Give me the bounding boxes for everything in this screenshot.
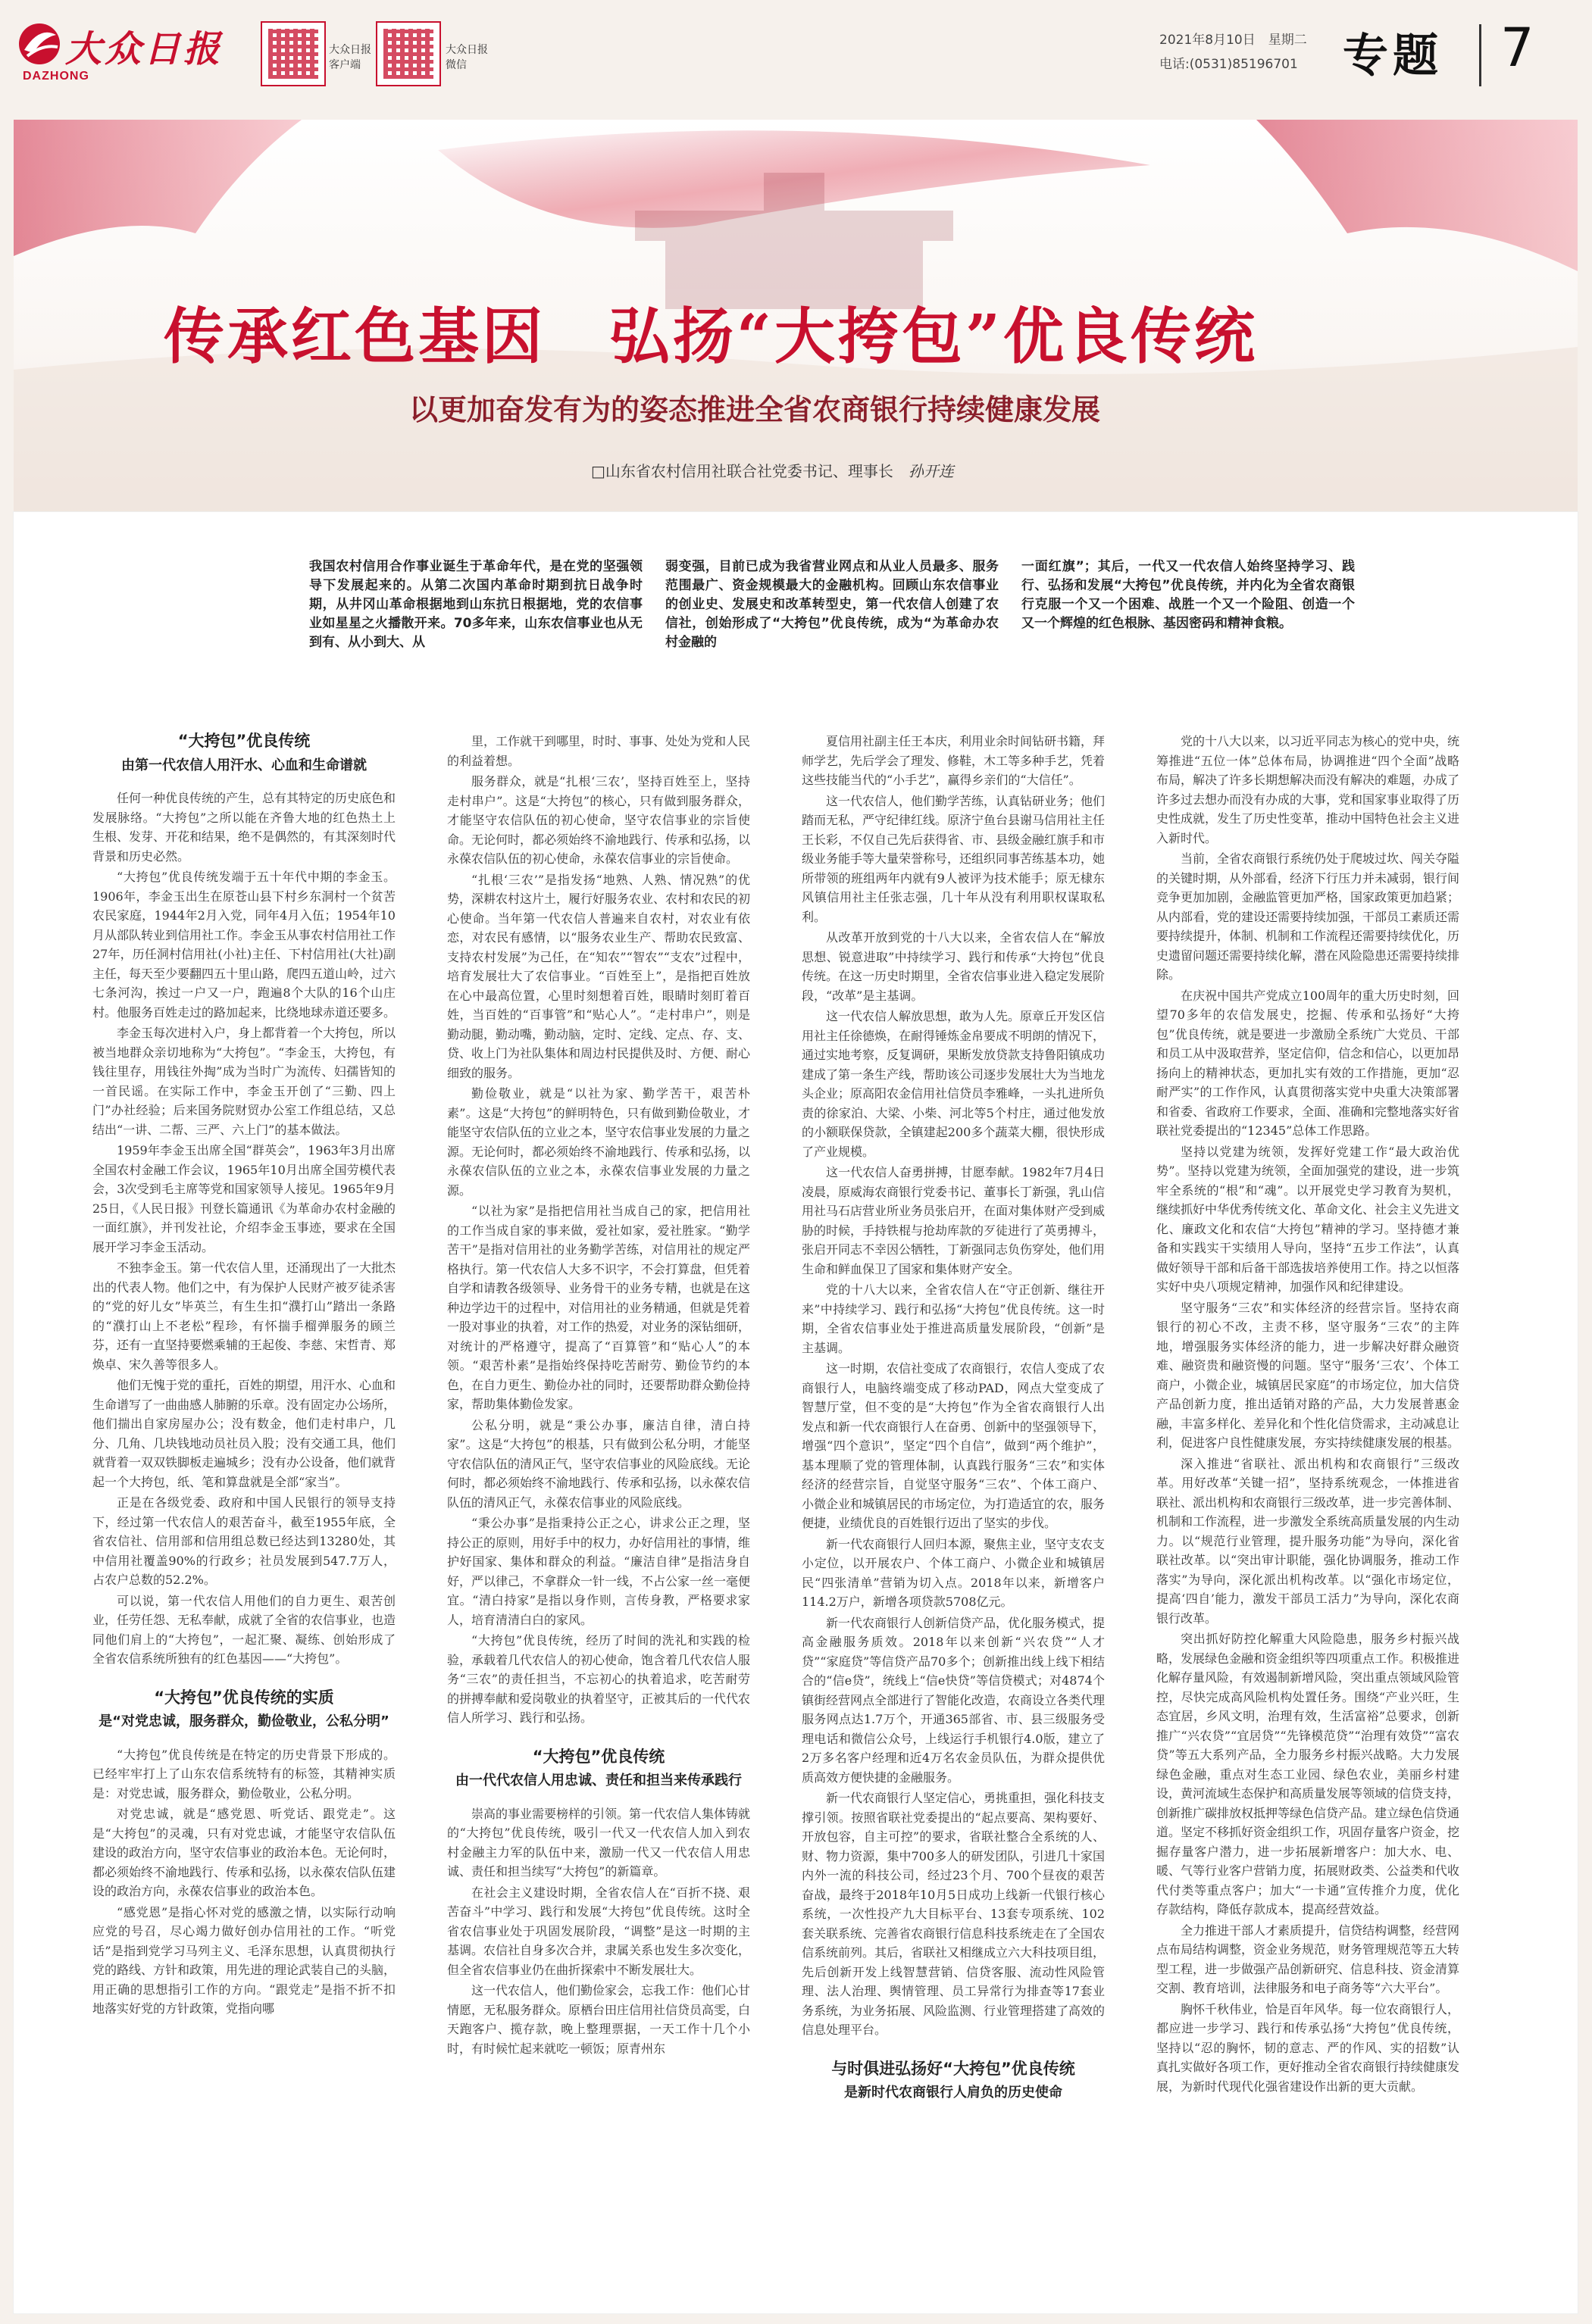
body-paragraph: 对党忠诚，就是“感党恩、听党话、跟党走”。这是“大挎包”的灵魂，只有对党忠诚，才能坚守农信队伍建设的政治方向，坚守农信事业的政治本色。无论何时，都必须始终不渝地践行、传承和弘扬，以永葆农信队伍建设的政治方向，永葆农信事业的政治本色。 [92, 1807, 396, 1898]
section-name: 专题 [1343, 30, 1443, 83]
app-qr-code-icon[interactable] [261, 21, 326, 86]
section-heading: “大挎包”优良传统的实质 [154, 1688, 334, 1707]
body-paragraph: 不独李金玉。第一代农信人里，还涌现出了一大批杰出的代表人物。他们之中，有为保护人民财产被歹徒杀害的“党的好儿女”毕英兰，有生生扣“濮打山”踏出一条路的“濮打山上不老松”程珍，有怀揣手榴弹服务的顾兰芬，还有一直坚持要燃乘辅的王起俊、李慈、宋哲青、郑焕卓、宋久善等很多人。 [92, 1260, 396, 1372]
body-paragraph: 李金玉每次进村入户，身上都背着一个大挎包，所以被当地群众亲切地称为“大挎包”。“李金玉，大挎包，有钱往里存，用钱往外掏”成为当时广为流传、妇孺皆知的一首民谣。在实际工作中，李金玉开创了“三勤、四上门”办社经验；后来国务院财贸办公室工作组总结，又总结出“一讲、二帮、三严、六上门”的基本做法。 [92, 1026, 396, 1137]
body-paragraph: 1959年李金玉出席全国“群英会”，1963年3月出席全国农村金融工作会议，1965年10月出席全国劳模代表会，3次受到毛主席等党和国家领导人接见。1965年9月25日，《人民日报》刊登长篇通讯《为革命办农村金融的一面红旗》，并刊发社论，介绍李金玉事迹，要求在全国展开学习李金玉活动。 [92, 1143, 396, 1254]
body-paragraph: 他们无愧于党的重托，百姓的期望，用汗水、心血和生命谱写了一曲曲感人肺腑的乐章。没有固定办公场所，他们揣出自家房屋办公；没有数金，他们走村串户，几分、几角、几块钱地动员社员入股；没有交通工具，他们就背着一双双铁脚板走遍城乡；没有办公设备，他们就背起一个大挎包，纸、笔和算盘就是全部“家当”。 [92, 1378, 396, 1489]
article-column [92, 732, 396, 2307]
lead-paragraph: 一面红旗”；其后，一代又一代农信人始终坚持学习、践行、弘扬和发展“大挎包”优良传统，并内化为全省农商银行克服一个又一个困难、战胜一个又一个险阻、创造一个又一个辉煌的红色根脉、基因密码和精神食粮。 [1021, 559, 1355, 631]
body-paragraph: 胸怀千秋伟业，恰是百年风华。每一位农商银行人，都应进一步学习、践行和传承弘扬“大挎包”优良传统，坚持以“忍的胸怀，韧的意志、严的作风、实的招数”认真扎实做好各项工作，更好推动全省农商银行持续健康发展，为新时代现代化强省建设作出新的更大贡献。 [1156, 2001, 1459, 2094]
body-paragraph: “以社为家”是指把信用社当成自己的家，把信用社的工作当成自家的事来做，爱社如家，爱社胜家。“勤学苦干”是指对信用社的业务勤学苦练，对信用社的规定严格执行。第一代农信人大多不识字，不会打算盘，但凭着自学和请教各级领导、业务骨干的业务专精，也就是在这种边学边干的过程中，对信用社的业务精通，但就是凭着一股对事业的执着，对工作的热爱，对业务的深钻细研，对统计的严格遵守，提高了“百算管”和“贴心人”的本领。“艰苦朴素”是指始终保持吃苦耐劳、勤俭节约的本色，在自力更生、勤俭办社的同时，还要帮助群众勤俭持家，帮助集体勤俭发家。 [447, 1204, 750, 1411]
article-column [447, 732, 750, 2307]
section-subheading: 是新时代农商银行人肩负的历史使命 [844, 2085, 1062, 2101]
body-paragraph: “感党恩”是指心怀对党的感激之情，以实际行动响应党的号召，尽心竭力做好创办信用社的工作。“听党话”是指到党学习马列主义、毛泽东思想，认真贯彻执行党的路线、方针和政策，用先进的理论武装自己的头脑，用正确的思想指引工作的方向。“跟党走”是指不折不扣地落实好党的方针政策，党指向哪 [92, 1904, 396, 2016]
body-paragraph: 这一代农信人奋勇拼搏，甘愿奉献。1982年7月4日凌晨，原威海农商银行党委书记、董事长丁新强，乳山信用社马石店营业所业务员张启开，在面对集体财产受到威胁的时候，手持铁棍与抢劫库款的歹徒进行了英勇搏斗，张启开同志不幸因公牺牲，丁新强同志负伤穿处，他们用生命和鲜血保卫了国家和集体财产安全。 [802, 1165, 1105, 1276]
body-paragraph: 这一代农信人解放思想，敢为人先。原章丘开发区信用社主任徐德焕，在耐得锤炼金帛要成不明朗的情况下，通过实地考察，反复调研，果断发放贷款支持鲁阳镇成功建成了第一条生产线，帮助该公司逐步发展壮大为当地龙头企业；原高阳农金信用社信贷员李雅峰，一头扎进所负责的徐家泊、大梁、小柴、河北等5个村庄，通过他发放的小额联保贷款，全镇建起200多个蔬菜大棚，很快形成了产业规模。 [802, 1009, 1105, 1159]
article-column [1156, 732, 1459, 2307]
body-paragraph: 可以说，第一代农信人用他们的自力更生、艰苦创业，任劳任怨、无私奉献，成就了全省的农信事业，也造同他们肩上的“大挎包”，一起汇聚、凝练、创始形成了全省农信系统所独有的红色基因——“大挎包”。 [92, 1593, 396, 1666]
article-byline: □山东省农村信用社联合社党委书记、理事长 孙开连 [591, 462, 954, 480]
body-paragraph: 崇高的事业需要榜样的引领。第一代农信人集体铸就的“大挎包”优良传统，吸引一代又一代农信人加入到农村金融主力军的队伍中来，激励一代又一代农信人用忠诚、责任和担当续写“大挎包”的新篇章。 [447, 1806, 750, 1879]
body-paragraph: 从改革开放到党的十八大以来，全省农信人在“解放思想、锐意进取”中持续学习、践行和传承“大挎包”优良传统。在这一历史时期里，全省农信事业进入稳定发展阶段，“改革”是主基调。 [802, 930, 1105, 1003]
body-paragraph: 这一代农信人，他们勤俭家会，忘我工作：他们心甘情愿，无私服务群众。原栖台田庄信用社信贷员高雯，白天跑客户、揽存款，晚上整理票据，一天工作十几个小时，有时候忙起来就吃一顿饭；原青州东 [447, 1983, 750, 2056]
body-paragraph: 坚持以党建为统领，发挥好党建工作“最大政治优势”。坚持以党建为统领，全面加强党的建设，进一步筑牢全系统的“根”和“魂”。以开展党史学习教育为契机，继续抓好中华优秀传统文化、革命文化、社会主义先进文化、廉政文化和农信“大挎包”精神的学习。坚持德才兼备和实践实干实绩用人导向，坚持“五步工作法”，认真做好领导干部和后备干部选拔培养使用工作。持之以恒落实好中央八项规定精神，加强作风和纪律建设。 [1156, 1144, 1459, 1294]
body-paragraph: 在社会主义建设时期，全省农信人在“百折不挠、艰苦奋斗”中学习、践行和发展“大挎包”优良传统。这时全省农信事业处于巩固发展阶段，“调整”是这一时期的主基调。农信社自身多次合并，隶属关系也发生多次变化，但全省农信事业仍在曲折探索中不断发展壮大。 [447, 1885, 750, 1977]
section-subheading: 由第一代农信人用汗水、心血和生命谱就 [121, 757, 367, 773]
body-paragraph: 新一代农商银行人回归本源，聚焦主业，坚守支农支小定位，以开展农户、个体工商户、小微企业和城镇居民“四张清单”营销为切入点。2018年以来，新增客户114.2万户，新增各项贷款5708亿元。 [802, 1536, 1105, 1609]
body-paragraph: 在庆祝中国共产党成立100周年的重大历史时刻，回望70多年的农信发展史，挖掘、传承和弘扬好“大挎包”优良传统，就是要进一步激励全系统广大党员、干部和员工从中汲取营养，坚定信仰，信念和信心，以更加昂扬向上的精神状态，更加扎实有效的工作措施，更加“忍耐严实”的工作作风，认真贯彻落实党中央重大决策部署和省委、省政府工作要求，全面、准确和完整地落实好省联社党委提出的“12345”总体工作思路。 [1156, 988, 1459, 1138]
body-paragraph: 公私分明，就是“秉公办事，廉洁自律，清白持家”。这是“大挎包”的根基，只有做到公私分明，才能坚守农信队伍的清风正气，坚守农信事业的风险底线。无论何时，都必须始终不渝地践行、传承和弘扬，以永葆农信队伍的清风正气，永葆农信事业的风险底线。 [447, 1417, 750, 1510]
body-paragraph: 这一时期，农信社变成了农商银行，农信人变成了农商银行人，电脑终端变成了移动PAD，网点大堂变成了智慧厅堂，但不变的是“大挎包”作为全省农商银行人出发点和新一代农商银行人在奋勇、创新中的坚强领导下，增强“四个意识”，坚定“四个自信”，做到“两个维护”，基本理顺了党的管理体制，认真践行服务“三农”和实体经济的经营宗旨，自觉坚守服务“三农”、个体工商户、小微企业和城镇居民的市场定位，为打造适宜的农，服务便捷，业绩优良的百姓银行迈出了坚实的步伐。 [802, 1361, 1105, 1530]
newspaper-logo-text: 大众日报 [65, 28, 224, 70]
newspaper-logo-subtitle: DAZHONG [23, 70, 89, 83]
section-subheading: 是“对党忠诚，服务群众，勤俭敬业，公私分明” [99, 1713, 389, 1729]
contact-phone: 电话:(0531)85196701 [1159, 57, 1298, 72]
body-paragraph: “大挎包”优良传统，经历了时间的洗礼和实践的检验，承载着几代农信人的初心使命，饱含着几代农信人服务“三农”的责任担当，不忘初心的执着追求，吃苦耐劳的拼搏奉献和爱岗敬业的执着坚守，正被其后的一代代农信人所学习、践行和弘扬。 [447, 1633, 750, 1725]
body-paragraph: 服务群众，就是“扎根‘三农’，坚持百姓至上，坚持走村串户”。这是“大挎包”的核心，只有做到服务群众，才能坚守农信队伍的初心使命，坚守农信事业的宗旨使命。无论何时，都必须始终不渝地践行、传承和弘扬，以永葆农信队伍的初心使命，永葆农信事业的宗旨使命。 [447, 774, 750, 866]
body-paragraph: 党的十八大以来，以习近平同志为核心的党中央，统筹推进“五位一体”总体布局，协调推进“四个全面”战略布局，解决了许多长期想解决而没有解决的难题，办成了许多过去想办而没有办成的大事，党和国家事业取得了历史性成就，发生了历史性变革，推动中国特色社会主义进入新时代。 [1156, 734, 1459, 845]
body-paragraph: “扎根‘三农’”是指发扬“地熟、人熟、情况熟”的优势，深耕农村这片土，履行好服务农业、农村和农民的初心使命。当年第一代农信人普遍来自农村，对农业有依恋，对农民有感情，以“服务农业生产、帮助农民致富、支持农村发展”为己任，在“知农”“智农”“支农”过程中，培育发展壮大了农信事业。“百姓至上”，是指把百姓放在心中最高位置，心里时刻想着百姓，眼睛时刻盯着百姓，当百姓的“百事管”和“贴心人”。“走村串户”，则是勤动腿，勤动嘴，勤动脑，定时、定线、定点、存、支、贷、收上门为社队集体和周边村民提供及时、方便、耐心细致的服务。 [447, 872, 750, 1080]
body-paragraph: 新一代农商银行人创新信贷产品，优化服务模式，提高金融服务质效。2018年以来创新“兴农贷”“人才贷”“家庭贷”等信贷产品70多个；创新推出线上线下相结合的“信e贷”，统线上“信e快贷”等信贷模式；对4874个镇街经营网点全部进行了智能化改造，农商设立各类代理服务网点达1.7万个，开通365部省、市、县三级服务受理电话和微信公众号，上线运行手机银行4.0版，建立了2万多名客户经理和近4万名农金员队伍，为群众提供优质高效方便快捷的金融服务。 [802, 1615, 1105, 1785]
masthead [0, 0, 1592, 102]
page-number: 7 [1500, 17, 1534, 79]
body-paragraph: 深入推进“省联社、派出机构和农商银行”三级改革。用好改革“关键一招”，坚持系统观念，一体推进省联社、派出机构和农商银行三级改革，进一步完善体制、机制和工作流程，进一步激发全系统高质量发展的内生动力。以“规范行业管理，提升服务功能”为导向，深化省联社改革。以“突出审计职能，强化协调服务，推动工作落实”为导向，深化派出机构改革。以“强化市场定位，提高‘四自’能力，激发干部员工活力”为导向，深化农商银行改革。 [1156, 1456, 1459, 1626]
lead-paragraph: 弱变强，目前已成为我省营业网点和从业人员最多、服务范围最广、资金规模最大的金融机构。回顾山东农信事业的创业史、发展史和改革转型史，第一代农信人创建了农信社，创始形成了“大挎包”优良传统，成为“为革命办农村金融的 [665, 559, 999, 650]
body-paragraph: 坚守服务“三农”和实体经济的经营宗旨。坚持农商银行的初心不改，主责不移，坚守服务“三农”的主阵地，增强服务实体经济的能力，进一步解决好群众融资难、融资贵和融资慢的问题。坚守“服务‘三农’、个体工商户，小微企业，城镇居民家庭”的市场定位，加大信贷产品创新力度，推出适销对路的产品，大力发展普惠金融，丰富多样化、差异化和个性化信贷需求，主动减息让利，促进客户良性健康发展，夯实持续健康发展的根基。 [1156, 1300, 1459, 1450]
article-lead [309, 558, 1370, 671]
author-signature: 孙开连 [908, 462, 954, 480]
section-heading: “大挎包”优良传统 [532, 1747, 665, 1766]
lead-paragraph: 我国农村信用合作事业诞生于革命年代，是在党的坚强领导下发展起来的。从第二次国内革命时期到抗日战争时期，从井冈山革命根据地到山东抗日根据地，党的农信事业如星星之火播散开来。70多年来，山东农信事业也从无到有、从小到大、从 [309, 559, 643, 650]
section-subheading: 由一代代农信人用忠诚、责任和担当来传承践行 [455, 1773, 742, 1788]
app-qr-label: 大众日报 客户端 [329, 44, 371, 71]
section-heading: 与时俱进弘扬好“大挎包”优良传统 [831, 2059, 1075, 2078]
body-paragraph: 党的十八大以来，全省农信人在“守正创新、继往开来”中持续学习、践行和弘扬“大挎包”优良传统。这一时期，全省农信事业处于推进高质量发展阶段，“创新”是主基调。 [802, 1282, 1105, 1355]
body-paragraph: 勤俭敬业，就是“以社为家、勤学苦干，艰苦朴素”。这是“大挎包”的鲜明特色，只有做到勤俭敬业，才能坚守农信队伍的立业之本，坚守农信事业发展的力量之源。无论何时，都必须始终不渝地践行、传承和弘扬，以永葆农信队伍的立业之本，永葆农信事业发展的力量之源。 [447, 1086, 750, 1198]
body-paragraph: 里，工作就干到哪里，时时、事事、处处为党和人民的利益着想。 [447, 734, 750, 768]
page-number-divider [1479, 24, 1481, 86]
article-body [14, 512, 1578, 2313]
article-headline: 传承红色基因 弘扬“大挎包”优良传统 [164, 301, 1259, 372]
body-paragraph: “大挎包”优良传统是在特定的历史背景下形成的。已经牢牢打上了山东农信系统特有的标签，其精神实质是：对党忠诚，服务群众，勤俭敬业，公私分明。 [92, 1747, 396, 1801]
body-paragraph: 夏信用社副主任王本庆，利用业余时间钻研书籍，拜师学艺，先后学会了理发、修鞋，木工等多种手艺，凭着这些技能当代的“小手艺”，赢得乡亲们的“大信任”。 [802, 734, 1105, 787]
body-paragraph: “秉公办事”是指秉持公正之心，讲求公正之理，坚持公正的原则，用好手中的权力，办好信用社的事情，维护好国家、集体和群众的利益。“廉洁自律”是指洁身自好，严以律己，不拿群众一针一线，不占公家一丝一毫便宜。“清白持家”是指以身作则，言传身教，严格要求家人，培育清清白白的家风。 [447, 1516, 750, 1627]
body-paragraph: 全力推进干部人才素质提升，信贷结构调整，经营网点布局结构调整，资金业务规范，财务管理规范等五大转型工程，进一步做强产品创新研究、信息科技、资金清算交割、教育培训，法律服务和电子商务等“六大平台”。 [1156, 1923, 1459, 1995]
wechat-qr-label: 大众日报 微信 [446, 44, 488, 71]
article-subheadline: 以更加奋发有为的姿态推进全省农商银行持续健康发展 [409, 392, 1101, 426]
body-paragraph: 突出抓好防控化解重大风险隐患，服务乡村振兴战略，发展绿色金融和资金组织等四项重点工作。积极推进化解存量风险，有效遏制新增风险，突出重点领域风险管控，尽快完成高风险机构处置任务。围绕“产业兴旺，生态宜居，乡风文明，治理有效，生活富裕”总要求，创新推广“兴农贷”“宜居贷”“先锋模范贷”“治理有效贷”“富农贷”等五大系列产品，全力服务乡村振兴战略。大力发展绿色金融，重点对生态工业园、绿色农业，美丽乡村建设，黄河流域生态保护和高质量发展等领域的信贷支持，创新推广碳排放权抵押等绿色信贷产品。建立绿色信贷通道。坚定不移抓好资金组织工作，巩固存量客户资金，挖掘存量客户潜力，进一步拓展新增客户：加大水、电、暖、气等行业客户营销力度，拓展财政类、公益类和代收代付类等重点客户；加大“一卡通”宣传推介力度，优化存款结构，降低存款成本，提高经营效益。 [1156, 1632, 1459, 1916]
issue-date: 2021年8月10日 星期二 [1159, 33, 1307, 48]
body-paragraph: 正是在各级党委、政府和中国人民银行的领导支持下，经过第一代农信人的艰苦奋斗，截至1955年底，全省农信社、信用部和信用组总数已经达到13280处，其中信用社覆盖90%的行政乡；社员发展到547.7万人，占农户总数的52.2%。 [92, 1495, 396, 1587]
newspaper-logo-icon [17, 21, 62, 67]
body-paragraph: 当前，全省农商银行系统仍处于爬坡过坎、闯关夺隘的关键时期，从外部看，经济下行压力并未减弱，银行间竞争更加加剧，金融监管更加严格，国家政策更加趋紧；从内部看，党的建设还需要持续加强，干部员工素质还需要持续提升，体制、机制和工作流程还需要持续优化，历史遗留问题还需要持续化解，潜在风险隐患还需要持续排除。 [1156, 851, 1459, 982]
wechat-qr-code-icon[interactable] [376, 21, 441, 86]
section-heading: “大挎包”优良传统 [177, 732, 311, 750]
body-paragraph: 任何一种优良传统的产生，总有其特定的历史底色和发展脉络。“大挎包”之所以能在齐鲁大地的红色热土上生根、发芽、开花和结果，绝不是偶然的，有其深刻时代背景和历史必然。 [92, 791, 396, 864]
hero-banner [14, 120, 1578, 529]
article-column [802, 732, 1105, 2307]
body-paragraph: “大挎包”优良传统发端于五十年代中期的李金玉。1906年，李金玉出生在原苍山县下村乡东洞村一个贫苦农民家庭，1944年2月入党，同年4月入伍；1954年10月从部队转业到信用社工作。李金玉从事农村信用社工作27年，历任洞村信用社(小社)主任、下村信用社(大社)副主任，每天至少要翻四五十里山路，爬四五道山岭，过六七条河沟，挨过一户又一户，跑遍8个大队的16个山庄村。他服务百姓走过的路加起来，比绕地球赤道还要多。 [92, 870, 396, 1020]
body-paragraph: 新一代农商银行人坚定信心，勇挑重担，强化科技支撑引领。按照省联社党委提出的“起点要高、架构要好、开放包容，自主可控”的要求，省联社整合全系统的人、财、物力资源，集中700多人的研发团队，引进几十家国内外一流的科技公司，经过23个月、700个昼夜的艰苦奋战，最终于2018年10月5日成功上线新一代银行核心系统，一次性投产九大目标平台、13套专项系统、102套关联系统、完善省农商银行信息科技系统走在了全国农信系统前列。其后，省联社又相继成立六大科技项目组，先后创新开发上线智慧营销、信贷客服、流动性风险管理、法人治理、舆情管理、员工异常行为排查等17套业务系统，为业务拓展、风险监测、行业管理搭建了高效的信息处理平台。 [802, 1791, 1105, 2037]
body-paragraph: 这一代农信人，他们勤学苦练，认真钻研业务；他们踏而无私，严守纪律红线。原济宁鱼台县谢马信用社主任王长彩，不仅自己先后获得省、市、县级金融红旗手和市级业务能手等大量荣誉称号，还组织同事苦练基本功，她所带领的班组两年内就有9人被评为技术能手；原无棣东风镇信用社主任张志强，几十年从没有利用职权谋取私利。 [802, 793, 1105, 924]
